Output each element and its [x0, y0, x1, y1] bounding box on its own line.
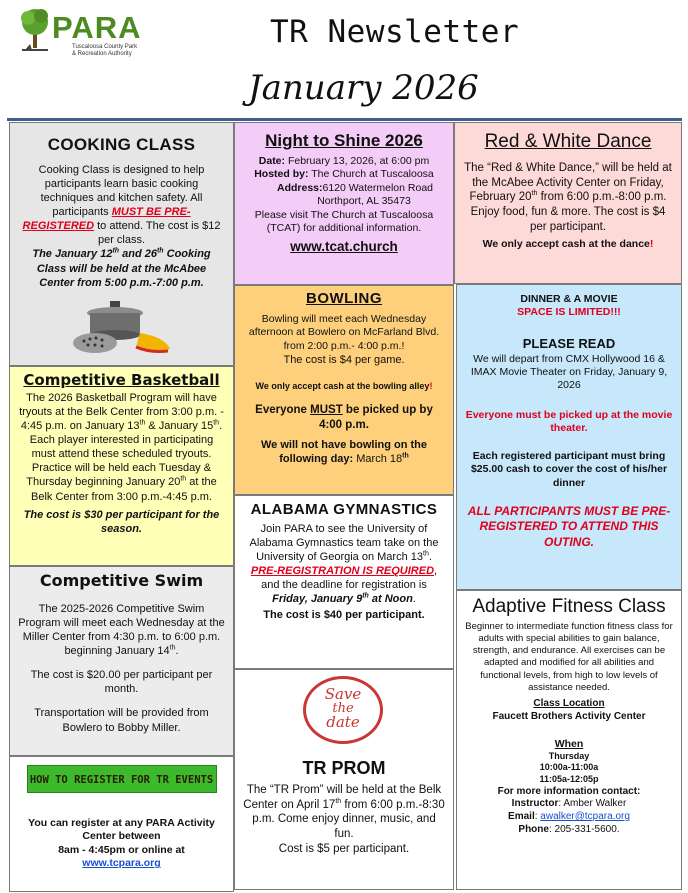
adaptive-fitness-title: Adaptive Fitness Class: [472, 596, 666, 617]
dinner-departure: We will depart from CMX Hollywood 16 & IMAX Movie Theater on Friday, January 9, 2026: [470, 352, 668, 392]
tr-prom-cost: Cost is $5 per participant.: [278, 842, 410, 855]
register-hours: 8am - 4:45pm or online at: [58, 843, 185, 856]
tcpara-link[interactable]: www.tcpara.org: [82, 857, 161, 870]
bowling-description: Bowling will meet each Wednesday afternoon at Bowlero on McFarland Blvd. from 2:00 p.m.- 4:00 p.m.!: [248, 313, 440, 352]
logo-name: PARA: [52, 10, 142, 45]
cooking-class-section: [9, 122, 234, 366]
dinner-movie-title: DINNER & A MOVIE: [520, 293, 618, 305]
swim-transportation: Transportation will be provided from Bowlero to Bobby Miller.: [34, 707, 209, 734]
bowling-title: BOWLING: [306, 290, 382, 307]
night-to-shine-section: [234, 122, 454, 285]
space-limited-note: SPACE IS LIMITED!!!: [517, 306, 621, 319]
bowling-cash-note: We only accept cash at the bowling alley!: [255, 381, 433, 392]
bowling-section: [234, 285, 454, 495]
red-white-dance-section: [454, 122, 682, 284]
no-bowling-date: We will not have bowling on the following day: March 18th: [260, 439, 428, 466]
red-white-dance-description: The “Red & White Dance,” will be held at the McAbee Activity Center on Friday, February 20th from 6:00 p.m.-8:00 p.m. Enjoy food, fun & more. The cost is $4 per participant.: [464, 162, 672, 233]
class-location-label: Class Location: [533, 697, 605, 709]
must-preregister-text: MUST BE PRE-REGISTERED: [22, 206, 191, 233]
register-banner: HOW TO REGISTER FOR TR EVENTS: [27, 765, 217, 793]
competitive-swim-section: [9, 566, 234, 756]
please-read-heading: PLEASE READ: [522, 335, 616, 351]
night-city: Northport, AL 35473: [317, 195, 411, 208]
newsletter-title: TR Newsletter: [270, 14, 520, 50]
cooking-class-schedule: The January 12th and 26th Cooking Class will be held at the McAbee Center from 5:00 p.m.-7:00 p.m.: [32, 247, 211, 289]
adaptive-fitness-section: [456, 590, 682, 890]
alabama-gymnastics-title: ALABAMA GYMNASTICS: [250, 501, 438, 518]
phone: Phone: 205-331-5600.: [518, 823, 620, 835]
newsletter-month: January 2026: [248, 68, 479, 108]
night-to-shine-title: Night to Shine 2026: [265, 131, 423, 150]
tr-prom-description: The “TR Prom” will be held at the Belk Center on April 17th from 6:00 p.m.-8:30 p.m. Come enjoy dinner, music, and fun.: [243, 784, 445, 841]
tr-prom-section: [234, 669, 454, 890]
cooking-class-description: Cooking Class is designed to help participants learn basic cooking techniques and kitchen safety. All participants MUST BE PRE-REGISTERED to attend. The cost is $12 per class.: [22, 164, 221, 247]
instructor: Instructor: Amber Walker: [511, 798, 627, 810]
dance-cash-note: We only accept cash at the dance!: [482, 237, 654, 250]
competitive-basketball-title: Competitive Basketball: [23, 371, 220, 389]
dinner-pickup-note: Everyone must be picked up at the movie theater.: [465, 408, 673, 435]
tree-icon: [21, 9, 48, 51]
gymnastics-description: Join PARA to see the University of Alabama Gymnastics team take on the University of Georgia on March 13th. PRE-REGISTRATION IS REQUIRED, and the deadline for registration is: [249, 523, 439, 592]
dinner-movie-section: [456, 284, 682, 590]
gymnastics-deadline: Friday, January 9th at Noon.: [272, 592, 416, 606]
contact-label: For more information contact:: [497, 785, 641, 797]
swim-description: The 2025-2026 Competitive Swim Program will meet each Wednesday at the Miller Center from 4:30 p.m. to 6:00 p.m. beginning January 14th.: [18, 603, 225, 658]
night-visit-text: Please visit The Church at Tuscaloosa (TCAT) for additional information.: [254, 208, 434, 235]
red-white-dance-title: Red & White Dance: [484, 131, 652, 152]
preregistration-required-text: PRE-REGISTRATION IS REQUIRED: [250, 565, 435, 578]
cooking-class-title: COOKING CLASS: [47, 135, 196, 154]
swim-cost: The cost is $20.00 per participant per month.: [30, 669, 213, 696]
basketball-cost: The cost is $30 per participant for the season.: [23, 508, 220, 535]
dinner-preregister-note: ALL PARTICIPANTS MUST BE PRE-REGISTERED TO ATTEND THIS OUTING.: [467, 504, 671, 549]
competitive-basketball-section: [9, 366, 234, 566]
class-location: Faucett Brothers Activity Center: [492, 710, 646, 722]
class-day: Thursday: [548, 750, 590, 761]
logo-subtitle-2: & Recreation Authority: [72, 51, 132, 57]
adaptive-description: Beginner to intermediate function fitness class for adults with special abilities to gain balance, strength, and endurance. All exercises can be adapted and modified for all abilities and functional levels, from high to low levels of assistance needed.: [465, 621, 673, 693]
night-host: Hosted by: The Church at Tuscaloosa: [254, 168, 434, 181]
email: Email: awalker@tcpara.org: [508, 811, 630, 823]
basketball-description: The 2026 Basketball Program will have tryouts at the Belk Center from 3:00 p.m. - 4:45 p.m. on January 13th & January 15th. Each player interested in participating must attend these scheduled tryouts. Practice will be held each Tuesday & Thursday beginning January 20th at the Belk Center from 3:00 p.m.-4:45 p.m.: [19, 392, 224, 503]
bowling-cost: The cost is $4 per game.: [283, 354, 405, 367]
class-time-1: 10:00a-11:00a: [539, 762, 599, 773]
tr-prom-title: TR PROM: [302, 758, 386, 778]
cooking-pots-icon: [70, 295, 180, 363]
para-logo: [12, 6, 142, 62]
logo-subtitle-1: Tuscaloosa County Park: [72, 44, 138, 50]
gymnastics-cost: The cost is $40 per participant.: [263, 609, 425, 622]
alabama-gymnastics-section: [234, 495, 454, 669]
night-address: Address:6120 Watermelon Road: [276, 181, 434, 194]
class-time-2: 11:05a-12:05p: [539, 774, 599, 784]
how-to-register-section: [9, 756, 234, 892]
night-date: Date: February 13, 2026, at 6:00 pm: [258, 155, 430, 167]
when-label: When: [554, 737, 584, 750]
tcat-link[interactable]: www.tcat.church: [290, 238, 398, 254]
save-the-date-stamp: Save the date: [303, 676, 383, 744]
competitive-swim-title: Competitive Swim: [39, 571, 204, 590]
header-divider: [7, 118, 682, 121]
email-link[interactable]: awalker@tcpara.org: [540, 811, 630, 823]
bowling-pickup: Everyone MUST be picked up by 4:00 p.m.: [255, 403, 433, 431]
register-text: You can register at any PARA Activity Center between: [28, 817, 215, 843]
dinner-cash-note: Each registered participant must bring $25.00 cash to cover the cost of his/her dinner: [470, 449, 668, 489]
